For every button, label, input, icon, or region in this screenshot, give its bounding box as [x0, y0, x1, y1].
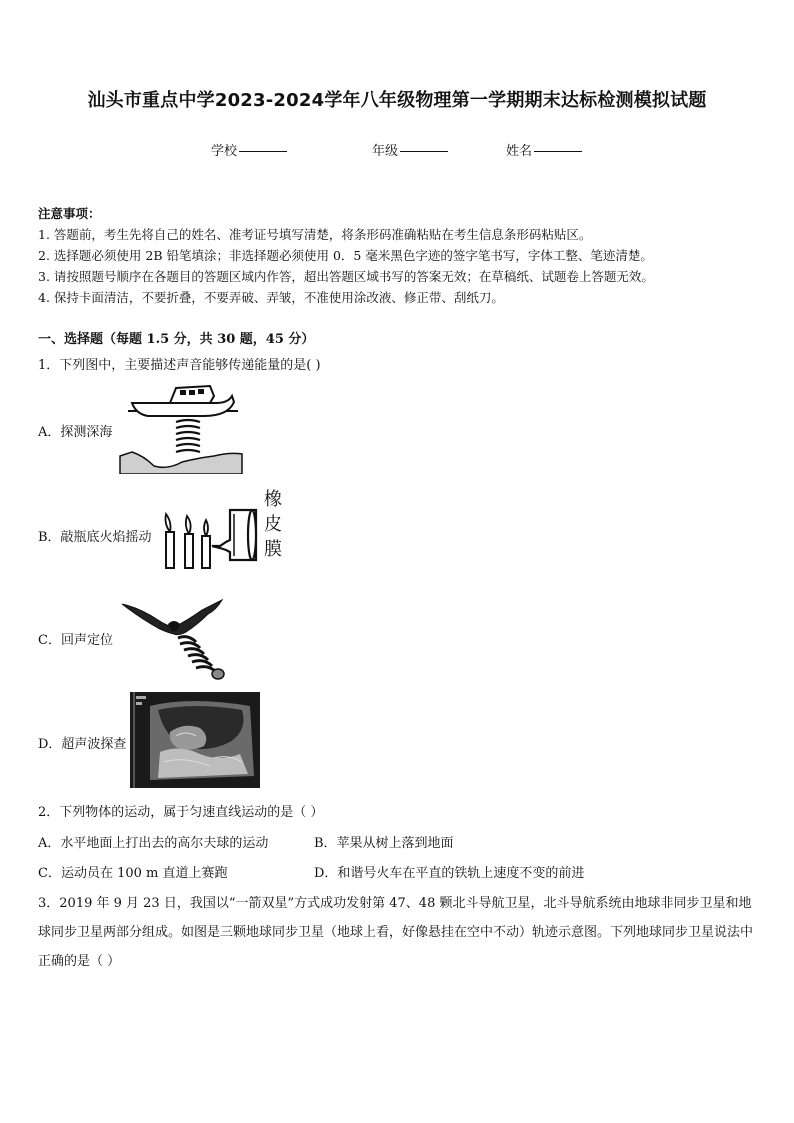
grade-label: 年级	[372, 144, 399, 159]
name-blank	[534, 151, 582, 152]
ultrasound-scan-figure	[130, 692, 260, 788]
school-field	[211, 140, 287, 159]
notice-item: 4. 保持卡面清洁，不要折叠，不要弄破、弄皱，不准使用涂改液、修正带、刮纸刀。	[38, 290, 504, 305]
rubber-membrane-label	[264, 487, 284, 562]
exam-title: 汕头市重点中学2023-2024学年八年级物理第一学期期末达标检测模拟试题	[87, 90, 707, 111]
q2-option-c: C．运动员在 100 m 直道上赛跑	[38, 866, 228, 881]
school-blank	[239, 151, 287, 152]
notice-item: 2. 选择题必须使用 2B 铅笔填涂；非选择题必须使用 0．5 毫米黑色字迹的签字笔书写，字体工整、笔迹清楚。	[38, 248, 653, 263]
question-1-stem: 1．下列图中，主要描述声音能够传递能量的是( )	[38, 358, 321, 373]
q2-option-b: B．苹果从树上落到地面	[314, 836, 454, 851]
notice-item: 1. 答题前，考生先将自己的姓名、准考证号填写清楚，将条形码准确粘贴在考生信息条形码粘贴区。	[38, 227, 592, 242]
school-label: 学校	[211, 144, 238, 159]
q2-option-d: D．和谐号火车在平直的铁轨上速度不变的前进	[314, 866, 585, 881]
q2-option-a: A．水平地面上打出去的高尔夫球的运动	[38, 836, 269, 851]
candle-flame-figure	[160, 492, 258, 572]
q1-option-d: D．超声波探查	[38, 737, 127, 752]
section-heading: 一、选择题（每题 1.5 分，共 30 题，45 分）	[38, 332, 315, 347]
name-field	[506, 140, 582, 159]
q1-option-b: B．敲瓶底火焰摇动	[38, 530, 152, 545]
bat-echolocation-figure	[118, 598, 228, 680]
notice-block	[38, 203, 758, 308]
notice-heading: 注意事项：	[38, 206, 101, 221]
question-3-text: 3．2019 年 9 月 23 日，我国以“一箭双星”方式成功发射第 47、48 颗北斗导航卫星，北斗导航系统由地球非同步卫星和地球同步卫星两部分组成。如图是三颗地球同步卫星（地球上看，好像悬挂在空中不动）轨迹示意图。下列地球同步卫星说法中正确的是（ ）	[38, 896, 754, 969]
name-label: 姓名	[506, 144, 533, 159]
membrane-char: 橡	[264, 489, 282, 510]
membrane-char: 皮	[264, 514, 282, 535]
grade-field	[372, 140, 448, 159]
grade-blank	[400, 151, 448, 152]
deep-sea-sonar-figure	[118, 378, 250, 474]
question-2-stem: 2．下列物体的运动，属于匀速直线运动的是（ ）	[38, 805, 324, 820]
q1-option-c: C．回声定位	[38, 633, 113, 648]
membrane-char: 膜	[264, 539, 282, 560]
notice-item: 3. 请按照题号顺序在各题目的答题区域内作答，超出答题区域书写的答案无效；在草稿纸、试题卷上答题无效。	[38, 269, 654, 284]
q1-option-a: A．探测深海	[38, 425, 113, 440]
student-info-row	[0, 140, 794, 160]
